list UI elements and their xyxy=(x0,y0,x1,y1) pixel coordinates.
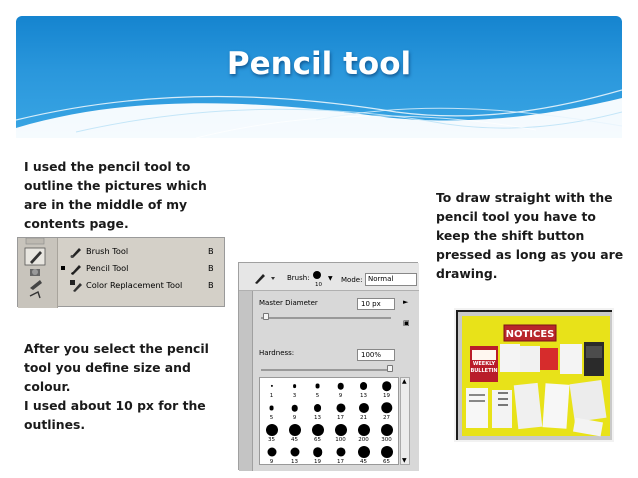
brush-preset[interactable] xyxy=(260,444,283,466)
text-line: are in the middle of my xyxy=(24,197,188,212)
hardness-input[interactable]: 100% xyxy=(357,349,395,361)
brush-preset-size: 5 xyxy=(315,393,320,399)
brush-preset-dot xyxy=(289,424,301,436)
brush-preset-size: 1 xyxy=(269,393,274,399)
toolbox-strip xyxy=(18,238,58,308)
menu-item-shortcut: B xyxy=(208,280,214,290)
menu-item-color-replacement-tool[interactable] xyxy=(58,277,224,294)
brush-preset-dot xyxy=(360,382,368,390)
brush-preset-dot xyxy=(315,384,320,389)
menu-item-pencil-tool[interactable] xyxy=(58,260,224,277)
brush-preset[interactable] xyxy=(352,378,375,400)
brush-preset[interactable] xyxy=(375,444,398,466)
brush-preset-dot xyxy=(291,405,298,412)
color-replacement-icon xyxy=(70,280,82,292)
preset-scrollbar[interactable] xyxy=(400,377,410,465)
chevron-down-icon[interactable]: ▼ xyxy=(328,275,333,282)
panel-left-bar xyxy=(239,291,253,471)
brush-preset-size: 100 xyxy=(335,437,346,443)
brush-preset-size: 17 xyxy=(337,415,344,421)
brush-preset[interactable] xyxy=(283,400,306,422)
brush-preset-size: 27 xyxy=(383,415,390,421)
brush-preset-dot xyxy=(336,403,345,412)
brush-preset-grid xyxy=(259,377,399,465)
brush-preset-dot xyxy=(381,424,393,436)
brush-preset-size: 3 xyxy=(292,393,297,399)
brush-preset[interactable] xyxy=(260,400,283,422)
slide-title: Pencil tool xyxy=(226,46,412,82)
brush-preset[interactable] xyxy=(283,422,306,444)
text-line: tool you define size and xyxy=(24,360,191,375)
brush-preset-size: 21 xyxy=(360,415,367,421)
brush-preset[interactable] xyxy=(329,378,352,400)
hardness-label: Hardness: xyxy=(259,349,295,357)
brush-options-panel xyxy=(238,262,418,470)
new-preset-icon[interactable]: ▣ xyxy=(403,319,410,327)
text-line: After you select the pencil xyxy=(24,341,209,356)
master-diameter-knob[interactable] xyxy=(263,313,269,320)
brush-preset-size: 5 xyxy=(269,415,274,421)
brush-preset-size: 200 xyxy=(358,437,369,443)
brush-preset-size: 17 xyxy=(337,459,344,465)
text-block-bottom-left xyxy=(24,339,209,434)
brush-preset-size: 65 xyxy=(383,459,390,465)
brush-preset-dot xyxy=(267,448,276,457)
pencil-preset-icon[interactable] xyxy=(253,272,279,284)
pencil-icon xyxy=(70,263,82,275)
text-block-top-left xyxy=(24,157,207,233)
brush-size: 10 xyxy=(315,282,322,288)
menu-item-shortcut: B xyxy=(208,246,214,256)
bulletin-line1: WEEKLY xyxy=(472,361,496,367)
brush-preset-dot xyxy=(381,402,392,413)
menu-item-label: Brush Tool xyxy=(86,246,129,256)
brush-preset-size: 45 xyxy=(360,459,367,465)
brush-preset-dot xyxy=(335,424,347,436)
brush-preset[interactable] xyxy=(375,400,398,422)
brush-preset-dot xyxy=(358,446,370,458)
brush-preset[interactable] xyxy=(352,422,375,444)
panel-menu-arrow-icon[interactable]: ► xyxy=(403,298,409,306)
selected-indicator xyxy=(61,266,65,270)
brush-preset[interactable] xyxy=(283,444,306,466)
mode-label: Mode: xyxy=(341,276,363,284)
menu-item-label: Pencil Tool xyxy=(86,263,129,273)
notice-board-illustration xyxy=(456,310,614,442)
brush-preset-dot xyxy=(382,381,392,391)
notice-title: NOTICES xyxy=(505,329,555,340)
brush-preset-dot xyxy=(269,406,274,411)
brush-preset-size: 13 xyxy=(360,393,367,399)
brush-preset[interactable] xyxy=(306,400,329,422)
scroll-down-icon[interactable]: ▼ xyxy=(402,457,407,464)
brush-preset[interactable] xyxy=(260,378,283,400)
brush-preset[interactable] xyxy=(306,422,329,444)
brush-preset-dot xyxy=(337,383,344,390)
brush-preset-size: 13 xyxy=(314,415,321,421)
text-line: pressed as long as you are xyxy=(436,247,624,262)
brush-preset-size: 19 xyxy=(314,459,321,465)
text-line: To draw straight with the xyxy=(436,190,613,205)
hardness-knob[interactable] xyxy=(387,365,393,372)
scroll-up-icon[interactable]: ▲ xyxy=(402,378,407,385)
brush-preset-dot xyxy=(314,404,322,412)
brush-preset-dot xyxy=(358,403,368,413)
brush-preset-size: 9 xyxy=(269,459,274,465)
menu-item-brush-tool[interactable] xyxy=(58,243,224,260)
brush-preset-size: 19 xyxy=(383,393,390,399)
text-line: outline the pictures which xyxy=(24,178,207,193)
tool-flyout-menu xyxy=(17,237,225,307)
text-line: I used the pencil tool to xyxy=(24,159,191,174)
text-line: contents page. xyxy=(24,216,129,231)
brush-preset-dot xyxy=(313,447,323,457)
text-line: pencil tool you have to xyxy=(436,209,596,224)
toolbox-icons xyxy=(18,238,58,308)
brush-preset-dot xyxy=(312,424,324,436)
brush-preset-size: 35 xyxy=(268,437,275,443)
brush-preset-dot xyxy=(381,446,393,458)
master-diameter-label: Master Diameter xyxy=(259,299,318,307)
options-bar xyxy=(239,263,419,291)
brush-icon xyxy=(70,246,82,258)
brush-preset-dot xyxy=(293,384,297,388)
brush-label: Brush: xyxy=(287,274,310,282)
text-block-right xyxy=(436,188,623,283)
bulletin-line2: BULLETIN xyxy=(470,368,498,374)
menu-item-shortcut: B xyxy=(208,263,214,273)
brush-preset[interactable] xyxy=(375,378,398,400)
brush-preset-dot xyxy=(358,424,370,436)
brush-preset-dot xyxy=(290,448,299,457)
brush-preset-size: 13 xyxy=(291,459,298,465)
brush-preset[interactable] xyxy=(375,422,398,444)
brush-preset[interactable] xyxy=(329,400,352,422)
brush-preset-dot xyxy=(336,447,345,456)
menu-item-label: Color Replacement Tool xyxy=(86,280,183,290)
brush-preset[interactable] xyxy=(352,444,375,466)
master-diameter-slider[interactable] xyxy=(261,317,391,319)
brush-preset-size: 9 xyxy=(292,415,297,421)
brush-preset[interactable] xyxy=(306,444,329,466)
brush-preset[interactable] xyxy=(329,422,352,444)
text-line: outlines. xyxy=(24,417,86,432)
brush-preset[interactable] xyxy=(283,378,306,400)
text-line: keep the shift button xyxy=(436,228,585,243)
brush-preset-size: 65 xyxy=(314,437,321,443)
brush-preset-dot xyxy=(266,424,278,436)
notice-board-photo xyxy=(454,308,614,442)
brush-preset[interactable] xyxy=(306,378,329,400)
brush-preset[interactable] xyxy=(329,444,352,466)
hardness-slider[interactable] xyxy=(261,369,391,371)
text-line: I used about 10 px for the xyxy=(24,398,206,413)
brush-preset[interactable] xyxy=(260,422,283,444)
master-diameter-input[interactable]: 10 px xyxy=(357,298,395,310)
mode-select[interactable]: Normal xyxy=(365,273,417,286)
text-line: drawing. xyxy=(436,266,498,281)
brush-preset-dot xyxy=(270,385,272,387)
text-line: colour. xyxy=(24,379,71,394)
brush-preset[interactable] xyxy=(352,400,375,422)
brush-preset-size: 45 xyxy=(291,437,298,443)
brush-preset-size: 9 xyxy=(338,393,343,399)
brush-preview-dot[interactable] xyxy=(313,271,321,279)
brush-preset-size: 300 xyxy=(381,437,392,443)
